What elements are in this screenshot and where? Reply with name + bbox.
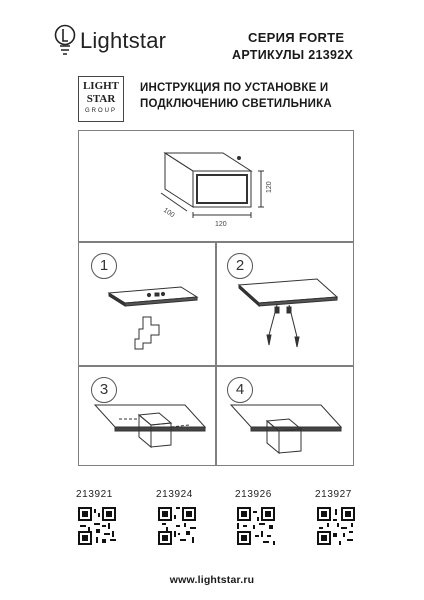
qr-code-icon (237, 507, 275, 545)
article-number: 213921 (76, 489, 113, 500)
step-number: 4 (227, 377, 253, 403)
step-number: 1 (91, 253, 117, 279)
article-number: 213927 (315, 489, 352, 500)
fixture-attach-drawing (79, 367, 215, 465)
articles-title: АРТИКУЛЫ 21392X (232, 48, 354, 62)
instruction-title (140, 80, 332, 112)
article-number: 213924 (156, 489, 193, 500)
dimension-height-label: 120 (266, 181, 273, 193)
step-2-panel (216, 242, 354, 366)
fixture-dimension-drawing (79, 131, 353, 241)
step-3-panel (78, 366, 216, 466)
fixture-mounted-drawing (217, 367, 353, 465)
dimension-width-label: 120 (215, 221, 227, 228)
website-url[interactable]: www.lightstar.ru (169, 574, 255, 586)
product-overview-panel (78, 130, 354, 242)
instruction-diagram (78, 130, 354, 466)
step-number: 3 (91, 377, 117, 403)
qr-code-icon (158, 507, 196, 545)
step-4-panel (216, 366, 354, 466)
lightstar-group-logo: LIGHT STAR GROUP (78, 76, 124, 122)
qr-code-icon (317, 507, 355, 545)
step-number: 2 (227, 253, 253, 279)
lightbulb-logo-icon (54, 24, 76, 58)
step-1-panel (78, 242, 216, 366)
dimension-depth-label: 100 (161, 206, 176, 220)
qr-code-icon (78, 507, 116, 545)
brand-name: Lightstar (80, 28, 167, 53)
series-title: СЕРИЯ FORTE (248, 30, 345, 45)
article-number: 213926 (235, 489, 272, 500)
plate-screw-drawing (217, 243, 353, 365)
mounting-plate-drawing (79, 243, 215, 365)
instruction-title-line1: ИНСТРУКЦИЯ ПО УСТАНОВКЕ И (140, 82, 329, 94)
instruction-title-line2: ПОДКЛЮЧЕНИЮ СВЕТИЛЬНИКА (140, 98, 332, 110)
